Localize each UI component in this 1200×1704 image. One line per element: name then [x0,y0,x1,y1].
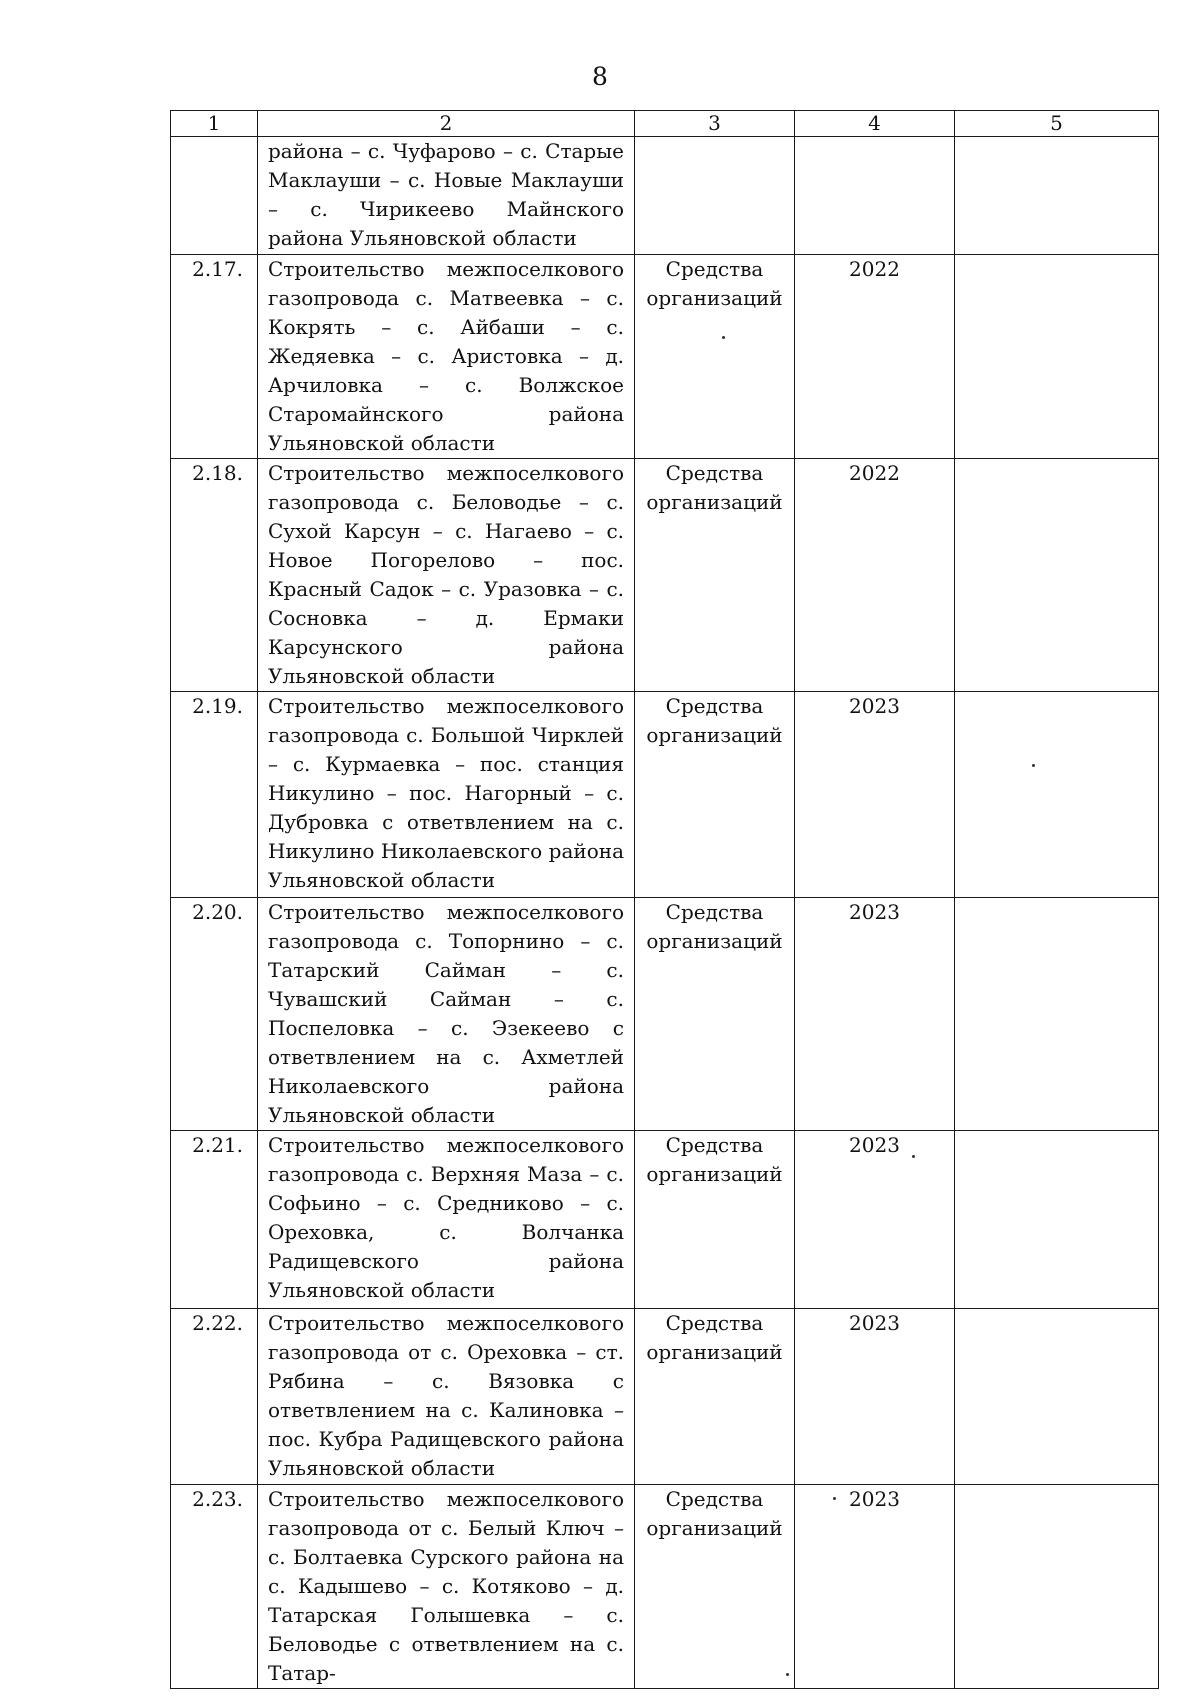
row-description [258,1131,635,1309]
row-note [955,898,1159,1131]
description-text: Строительство межпоселкового газопровода от с. Ореховка – ст. Рябина – с. Вязовка с ответвлением на с. Калиновка – пос. Кубра Радищевского района Ульяновской области [268,1311,624,1480]
row-year: 2022 [795,459,955,692]
scan-speck [786,1673,789,1676]
table-row [171,898,1159,1131]
row-note [955,255,1159,459]
column-header-4: 4 [795,111,955,137]
row-number: 2.19. [171,692,258,898]
row-description [258,1485,635,1689]
row-funding-source: Средства организаций [635,1485,795,1689]
table-row [171,1309,1159,1485]
row-note [955,459,1159,692]
row-description [258,1309,635,1485]
row-description [258,898,635,1131]
row-number: 2.17. [171,255,258,459]
row-year: 2023 [795,1485,955,1689]
description-text: Строительство межпоселкового газопровода с. Матвеевка – с. Кокрять – с. Айбаши – с. Жедяевка – с. Аристовка – д. Арчиловка – с. Волжское Старомайнского района Ульяновской области [268,257,624,455]
row-year [795,137,955,255]
table-row [171,459,1159,692]
row-funding-source: Средства организаций [635,1309,795,1485]
table-row [171,1131,1159,1309]
scan-speck [722,336,725,339]
description-text: района – с. Чуфарово – с. Старые Маклауши – с. Новые Маклауши – с. Чирикеево Майнского района Ульяновской области [268,139,624,250]
row-description [258,692,635,898]
program-table [170,110,1159,1689]
row-description [258,137,635,255]
row-year: 2023 [795,1131,955,1309]
table-row [171,255,1159,459]
row-note [955,137,1159,255]
table-row [171,692,1159,898]
column-header-2: 2 [258,111,635,137]
description-text: Строительство межпоселкового газопровода с. Верхняя Маза – с. Софьино – с. Средниково – с. Ореховка, с. Волчанка Радищевского района Ульяновской области [268,1133,624,1302]
row-number: 2.18. [171,459,258,692]
description-text: Строительство межпоселкового газопровода от с. Белый Ключ – с. Болтаевка Сурского района на с. Кадышево – с. Котяково – д. Татарская Голышевка – с. Беловодье с ответвлением на с. Татар- [268,1487,624,1685]
row-note [955,1485,1159,1689]
row-year: 2023 [795,898,955,1131]
row-description [258,459,635,692]
scan-speck [833,1497,836,1500]
row-number: 2.22. [171,1309,258,1485]
scan-speck [912,1155,915,1158]
row-funding-source: Средства организаций [635,898,795,1131]
description-text: Строительство межпоселкового газопровода с. Топорнино – с. Татарский Сайман – с. Чувашский Сайман – с. Поспеловка – с. Эзекеево с ответвлением на с. Ахметлей Николаевского района Ульяновской области [268,900,624,1127]
description-text: Строительство межпоселкового газопровода с. Беловодье – с. Сухой Карсун – с. Нагаево – с. Новое Погорелово – пос. Красный Садок – с. Уразовка – с. Сосновка – д. Ермаки Карсунского района Ульяновской области [268,461,624,688]
row-funding-source [635,137,795,255]
table-header-row [171,111,1159,137]
row-funding-source: Средства организаций [635,255,795,459]
description-text: Строительство межпоселкового газопровода с. Большой Чирклей – с. Курмаевка – пос. станция Никулино – пос. Нагорный – с. Дубровка с ответвлением на с. Никулино Николаевского района Ульяновской области [268,694,624,892]
row-note [955,1309,1159,1485]
column-header-1: 1 [171,111,258,137]
table-row [171,137,1159,255]
page-number: 8 [592,62,608,91]
row-year: 2022 [795,255,955,459]
column-header-3: 3 [635,111,795,137]
row-number: 2.23. [171,1485,258,1689]
column-header-5: 5 [955,111,1159,137]
row-year: 2023 [795,692,955,898]
scan-speck [1032,764,1035,767]
row-funding-source: Средства организаций [635,692,795,898]
table-row [171,1485,1159,1689]
row-year: 2023 [795,1309,955,1485]
row-number [171,137,258,255]
row-number: 2.21. [171,1131,258,1309]
row-funding-source: Средства организаций [635,459,795,692]
row-description [258,255,635,459]
row-note [955,1131,1159,1309]
row-note [955,692,1159,898]
row-number: 2.20. [171,898,258,1131]
row-funding-source: Средства организаций [635,1131,795,1309]
